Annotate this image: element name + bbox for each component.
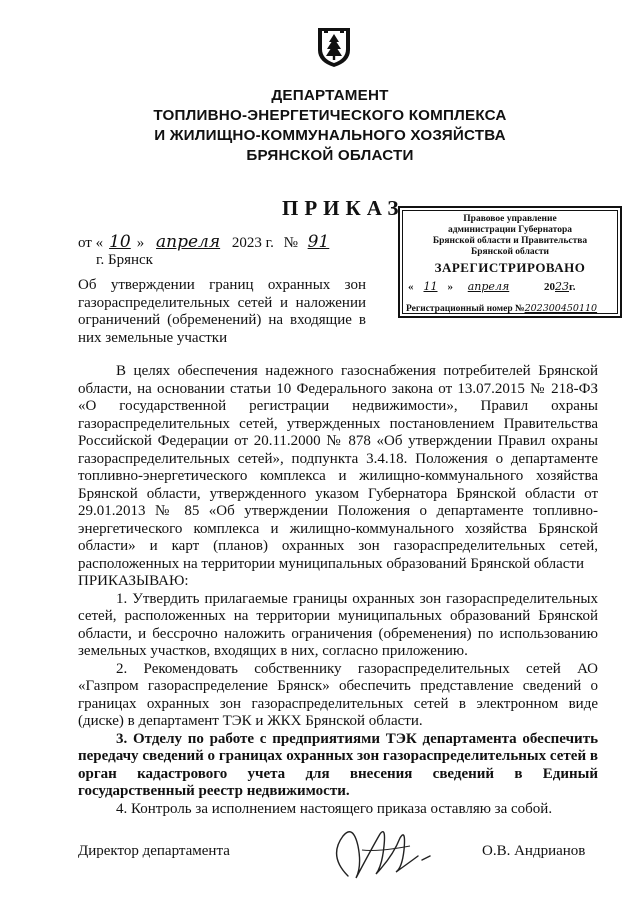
dept-line-1: ДЕПАРТАМЕНТ [271,87,389,104]
order-date-line: от « 10 » апреля 2023 г. № 91 [78,232,335,252]
department-header [60,86,600,166]
stamp-registered: ЗАРЕГИСТРИРОВАНО [434,260,586,275]
stamp-line-2: администрации Губернатора [447,225,572,235]
handwritten-signature [318,816,468,886]
stamp-reg-number-line [406,303,597,314]
command-word: ПРИКАЗЫВАЮ: [78,573,189,589]
order-body [78,363,598,818]
order-year: 2023 г. [231,235,274,251]
stamp-reg-label: Регистрационный номер № [406,304,525,314]
stamp-line-1: Правовое управление [463,214,557,224]
signatory-title: Директор департамента [78,843,230,859]
stamp-year-g: г. [568,281,576,293]
preamble-paragraph: В целях обеспечения надежного газоснабжения потребителей Брянской области, на основании статьи 10 Федерального закона от 13.07.2015 № 218-ФЗ «О государственной регистрации недвижимости», Правил охраны газораспределительных сетей, утвержденных постановлением Правительства Российской Федерации от 20.11.2000 № 878 «Об утверждении Правил охраны газораспределительных сетей», подпункта 3.4.18. Положения о департаменте топливно-энергетического комплекса и жилищно-коммунального хозяйства Брянской области, утвержденного указом Губернатора Брянской области от 29.01.2013 № 85 «Об утверждении Положения о департаменте топливно-энергетического комплекса и жилищно-коммунального хозяйства Брянской области» и карт (планов) охранных зон газораспределительных сетей, расположенных на территории муниципальных образований Брянской области [78,363,598,572]
order-city: г. Брянск [96,252,153,268]
item-4: 4. Контроль за исполнением настоящего приказа оставляю за собой. [116,800,553,817]
order-num-label: № [283,235,298,251]
item-3: 3. Отделу по работе с предприятиями ТЭК департамента обеспечить передачу сведений о границах охранных зон газораспределительных сетей в орган кадастрового учета для внесения сведений в Единый государственный реестр недвижимости. [78,730,598,799]
stamp-year-prefix: 20 [543,281,555,293]
order-number: 91 [307,232,330,252]
stamp-day: 11 [423,280,438,293]
date-prefix: от « [78,235,104,251]
order-day: 10 [109,232,131,252]
order-subject: Об утверждении границ охранных зон газораспределительных сетей и наложении ограничений (обременений) на входящие в них земельные участки [78,277,366,346]
stamp-date: « 11 » апреля 2023г. [408,280,576,293]
dept-line-3: И ЖИЛИЩНО-КОММУНАЛЬНОГО ХОЗЯЙСТВА [154,127,506,144]
stamp-reg-number: 202300450110 [524,303,598,314]
stamp-month: апреля [467,280,510,293]
item-2: 2. Рекомендовать собственнику газораспределительных сетей АО «Газпром газораспределение Брянск» обеспечить представление сведений о границах охранных зон газораспределительных сетей в электронном виде (диске) в департамент ТЭК и ЖКХ Брянской области. [78,660,598,729]
order-title: ПРИКАЗ [282,196,405,220]
dept-line-2: ТОПЛИВНО-ЭНЕРГЕТИЧЕСКОГО КОМПЛЕКСА [153,107,507,124]
coat-of-arms-emblem [316,24,352,68]
dept-line-4: БРЯНСКОЙ ОБЛАСТИ [246,147,414,164]
registration-stamp [398,206,622,318]
stamp-line-3: Брянской области и Правительства [432,236,588,246]
order-month: апреля [156,232,221,252]
stamp-year-suffix: 23 [554,280,569,293]
signatory-name: О.В. Андрианов [482,843,586,859]
stamp-line-4: Брянской области [470,247,550,257]
item-1: 1. Утвердить прилагаемые границы охранных зон газораспределительных сетей, расположенных на территории муниципальных образований Брянской области, и бессрочно наложить ограничения (обременения) по использованию земельных участков, входящих в них, согласно приложению. [78,590,598,659]
